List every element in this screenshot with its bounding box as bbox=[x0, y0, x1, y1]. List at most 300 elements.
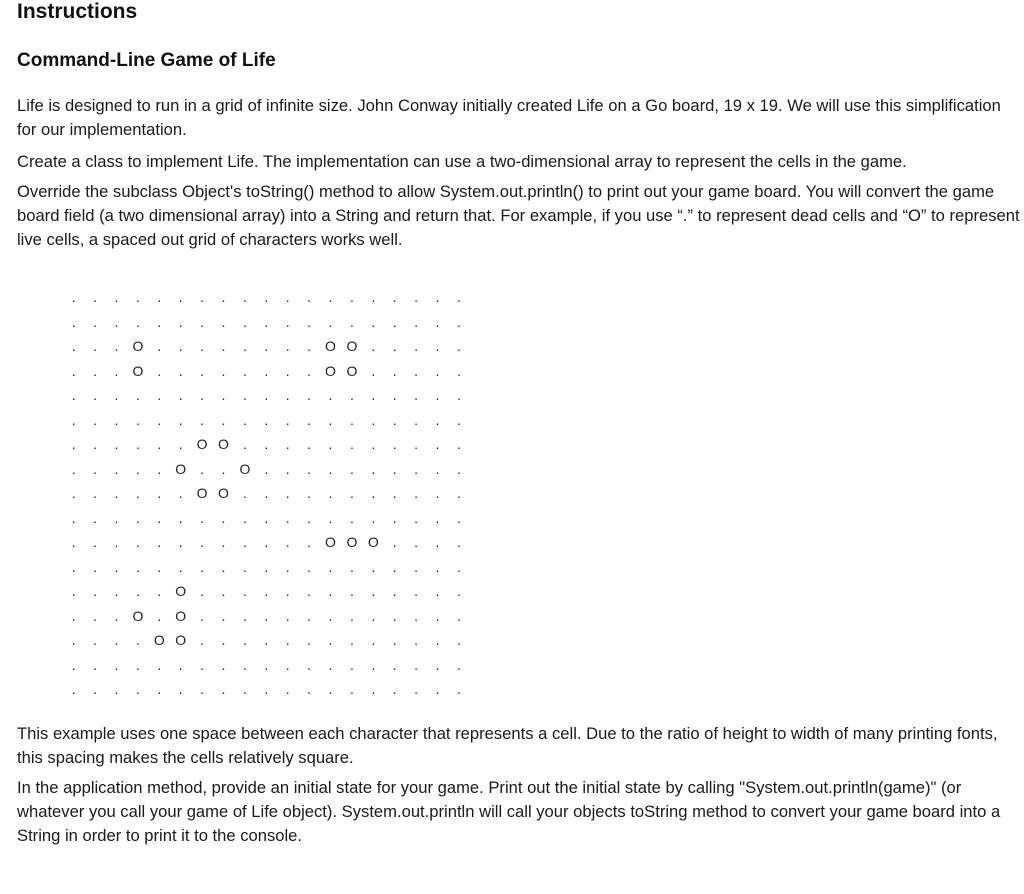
dead-cell: . bbox=[456, 362, 461, 379]
dead-cell: . bbox=[242, 387, 247, 403]
dead-cell: . bbox=[114, 509, 119, 526]
live-cell: O bbox=[196, 485, 208, 501]
dead-cell: . bbox=[371, 607, 376, 624]
dead-cell: . bbox=[71, 338, 76, 354]
dead-cell: . bbox=[307, 485, 312, 501]
dead-cell: . bbox=[178, 387, 183, 403]
dead-cell: . bbox=[392, 289, 397, 305]
dead-cell: . bbox=[392, 338, 397, 354]
dead-cell: . bbox=[307, 534, 312, 550]
dead-cell: . bbox=[349, 436, 354, 452]
dead-cell: . bbox=[200, 313, 205, 330]
game-board-example bbox=[17, 252, 1022, 722]
dead-cell: . bbox=[71, 607, 76, 624]
live-cell: O bbox=[196, 436, 208, 452]
dead-cell: . bbox=[264, 289, 269, 305]
dead-cell: . bbox=[371, 411, 376, 428]
create-class-paragraph: Create a class to implement Life. The implementation can use a two-dimensional array to represent the cells in the game. bbox=[17, 152, 907, 171]
section-title: Command-Line Game of Life bbox=[17, 50, 276, 71]
dead-cell: . bbox=[392, 534, 397, 550]
dead-cell: . bbox=[200, 338, 205, 354]
dead-cell: . bbox=[71, 313, 76, 330]
dead-cell: . bbox=[221, 607, 226, 624]
intro-paragraph: Life is designed to run in a grid of infinite size. John Conway initially created Life on a Go board, 19 x 19. We will use this simplification for our implementation. bbox=[17, 96, 1001, 139]
dead-cell: . bbox=[285, 313, 290, 330]
dead-cell: . bbox=[221, 534, 226, 550]
dead-cell: . bbox=[264, 387, 269, 403]
dead-cell: . bbox=[93, 509, 98, 526]
dead-cell: . bbox=[328, 289, 333, 305]
dead-cell: . bbox=[285, 534, 290, 550]
dead-cell: . bbox=[285, 632, 290, 648]
dead-cell: . bbox=[435, 460, 440, 477]
dead-cell: . bbox=[114, 289, 119, 305]
dead-cell: . bbox=[414, 436, 419, 452]
dead-cell: . bbox=[242, 656, 247, 673]
dead-cell: . bbox=[307, 632, 312, 648]
dead-cell: . bbox=[414, 338, 419, 354]
dead-cell: . bbox=[349, 411, 354, 428]
dead-cell: . bbox=[285, 509, 290, 526]
dead-cell: . bbox=[71, 534, 76, 550]
dead-cell: . bbox=[371, 436, 376, 452]
dead-cell: . bbox=[242, 509, 247, 526]
dead-cell: . bbox=[435, 289, 440, 305]
dead-cell: . bbox=[264, 558, 269, 575]
dead-cell: . bbox=[157, 681, 162, 697]
dead-cell: . bbox=[307, 387, 312, 403]
dead-cell: . bbox=[328, 607, 333, 624]
dead-cell: . bbox=[200, 289, 205, 305]
dead-cell: . bbox=[242, 607, 247, 624]
dead-cell: . bbox=[371, 583, 376, 599]
dead-cell: . bbox=[285, 387, 290, 403]
dead-cell: . bbox=[93, 436, 98, 452]
live-cell: O bbox=[175, 607, 187, 624]
dead-cell: . bbox=[178, 436, 183, 452]
dead-cell: . bbox=[307, 558, 312, 575]
dead-cell: . bbox=[178, 411, 183, 428]
dead-cell: . bbox=[178, 509, 183, 526]
dead-cell: . bbox=[371, 632, 376, 648]
dead-cell: . bbox=[221, 656, 226, 673]
dead-cell: . bbox=[414, 656, 419, 673]
dead-cell: . bbox=[93, 289, 98, 305]
dead-cell: . bbox=[200, 656, 205, 673]
dead-cell: . bbox=[135, 411, 140, 428]
dead-cell: . bbox=[157, 509, 162, 526]
dead-cell: . bbox=[242, 534, 247, 550]
dead-cell: . bbox=[392, 681, 397, 697]
dead-cell: . bbox=[392, 583, 397, 599]
dead-cell: . bbox=[200, 632, 205, 648]
dead-cell: . bbox=[435, 436, 440, 452]
dead-cell: . bbox=[435, 558, 440, 575]
instructions-page bbox=[17, 0, 1022, 848]
dead-cell: . bbox=[264, 509, 269, 526]
dead-cell: . bbox=[456, 534, 461, 550]
dead-cell: . bbox=[414, 534, 419, 550]
dead-cell: . bbox=[114, 460, 119, 477]
dead-cell: . bbox=[285, 607, 290, 624]
live-cell: O bbox=[175, 460, 187, 477]
dead-cell: . bbox=[392, 387, 397, 403]
dead-cell: . bbox=[157, 362, 162, 379]
dead-cell: . bbox=[221, 338, 226, 354]
dead-cell: . bbox=[414, 681, 419, 697]
dead-cell: . bbox=[93, 534, 98, 550]
dead-cell: . bbox=[456, 313, 461, 330]
dead-cell: . bbox=[435, 313, 440, 330]
dead-cell: . bbox=[392, 313, 397, 330]
dead-cell: . bbox=[285, 338, 290, 354]
dead-cell: . bbox=[178, 656, 183, 673]
live-cell: O bbox=[153, 632, 165, 648]
dead-cell: . bbox=[285, 656, 290, 673]
live-cell: O bbox=[346, 338, 358, 354]
dead-cell: . bbox=[114, 362, 119, 379]
dead-cell: . bbox=[328, 411, 333, 428]
dead-cell: . bbox=[71, 558, 76, 575]
dead-cell: . bbox=[221, 632, 226, 648]
dead-cell: . bbox=[307, 460, 312, 477]
dead-cell: . bbox=[93, 558, 98, 575]
dead-cell: . bbox=[135, 460, 140, 477]
dead-cell: . bbox=[307, 338, 312, 354]
dead-cell: . bbox=[414, 485, 419, 501]
dead-cell: . bbox=[200, 411, 205, 428]
dead-cell: . bbox=[285, 681, 290, 697]
live-cell: O bbox=[346, 362, 358, 379]
dead-cell: . bbox=[221, 558, 226, 575]
dead-cell: . bbox=[135, 313, 140, 330]
dead-cell: . bbox=[328, 485, 333, 501]
dead-cell: . bbox=[328, 387, 333, 403]
dead-cell: . bbox=[414, 509, 419, 526]
dead-cell: . bbox=[242, 338, 247, 354]
dead-cell: . bbox=[392, 460, 397, 477]
dead-cell: . bbox=[435, 534, 440, 550]
dead-cell: . bbox=[349, 681, 354, 697]
dead-cell: . bbox=[392, 485, 397, 501]
dead-cell: . bbox=[200, 607, 205, 624]
dead-cell: . bbox=[328, 558, 333, 575]
dead-cell: . bbox=[114, 313, 119, 330]
dead-cell: . bbox=[71, 656, 76, 673]
dead-cell: . bbox=[392, 607, 397, 624]
dead-cell: . bbox=[264, 485, 269, 501]
dead-cell: . bbox=[135, 387, 140, 403]
dead-cell: . bbox=[264, 313, 269, 330]
dead-cell: . bbox=[135, 632, 140, 648]
dead-cell: . bbox=[71, 509, 76, 526]
dead-cell: . bbox=[114, 656, 119, 673]
dead-cell: . bbox=[242, 436, 247, 452]
dead-cell: . bbox=[71, 583, 76, 599]
dead-cell: . bbox=[435, 583, 440, 599]
dead-cell: . bbox=[135, 656, 140, 673]
dead-cell: . bbox=[135, 583, 140, 599]
dead-cell: . bbox=[157, 534, 162, 550]
dead-cell: . bbox=[307, 411, 312, 428]
dead-cell: . bbox=[221, 289, 226, 305]
dead-cell: . bbox=[242, 289, 247, 305]
dead-cell: . bbox=[114, 411, 119, 428]
dead-cell: . bbox=[135, 485, 140, 501]
dead-cell: . bbox=[435, 387, 440, 403]
dead-cell: . bbox=[157, 558, 162, 575]
dead-cell: . bbox=[414, 289, 419, 305]
dead-cell: . bbox=[285, 362, 290, 379]
dead-cell: . bbox=[114, 632, 119, 648]
dead-cell: . bbox=[114, 436, 119, 452]
dead-cell: . bbox=[71, 436, 76, 452]
dead-cell: . bbox=[414, 411, 419, 428]
live-cell: O bbox=[132, 607, 144, 624]
dead-cell: . bbox=[200, 362, 205, 379]
dead-cell: . bbox=[93, 460, 98, 477]
dead-cell: . bbox=[392, 411, 397, 428]
dead-cell: . bbox=[135, 558, 140, 575]
dead-cell: . bbox=[264, 338, 269, 354]
dead-cell: . bbox=[93, 583, 98, 599]
dead-cell: . bbox=[71, 460, 76, 477]
dead-cell: . bbox=[456, 387, 461, 403]
dead-cell: . bbox=[114, 607, 119, 624]
dead-cell: . bbox=[93, 681, 98, 697]
dead-cell: . bbox=[114, 534, 119, 550]
override-paragraph: Override the subclass Object's toString() method to allow System.out.println() to print out your game board. You will convert the game board field (a two dimensional array) into a String and return that. For example, if you use “.” to represent dead cells and “O” to represent live cells, a spaced out grid of characters works well. bbox=[17, 182, 1020, 249]
dead-cell: . bbox=[435, 509, 440, 526]
live-cell: O bbox=[367, 534, 379, 550]
dead-cell: . bbox=[328, 436, 333, 452]
dead-cell: . bbox=[392, 509, 397, 526]
dead-cell: . bbox=[349, 632, 354, 648]
dead-cell: . bbox=[135, 534, 140, 550]
dead-cell: . bbox=[242, 411, 247, 428]
dead-cell: . bbox=[178, 558, 183, 575]
dead-cell: . bbox=[178, 313, 183, 330]
dead-cell: . bbox=[307, 289, 312, 305]
live-cell: O bbox=[218, 485, 229, 501]
dead-cell: . bbox=[221, 681, 226, 697]
dead-cell: . bbox=[371, 485, 376, 501]
dead-cell: . bbox=[200, 558, 205, 575]
dead-cell: . bbox=[157, 607, 162, 624]
dead-cell: . bbox=[456, 656, 461, 673]
dead-cell: . bbox=[307, 681, 312, 697]
dead-cell: . bbox=[285, 583, 290, 599]
dead-cell: . bbox=[456, 681, 461, 697]
dead-cell: . bbox=[371, 362, 376, 379]
dead-cell: . bbox=[349, 656, 354, 673]
dead-cell: . bbox=[456, 607, 461, 624]
dead-cell: . bbox=[264, 681, 269, 697]
dead-cell: . bbox=[157, 656, 162, 673]
live-cell: O bbox=[132, 338, 144, 354]
dead-cell: . bbox=[371, 460, 376, 477]
dead-cell: . bbox=[285, 558, 290, 575]
dead-cell: . bbox=[157, 387, 162, 403]
dead-cell: . bbox=[221, 411, 226, 428]
dead-cell: . bbox=[435, 362, 440, 379]
dead-cell: . bbox=[200, 387, 205, 403]
live-cell: O bbox=[175, 583, 187, 599]
dead-cell: . bbox=[285, 460, 290, 477]
dead-cell: . bbox=[328, 509, 333, 526]
dead-cell: . bbox=[435, 607, 440, 624]
dead-cell: . bbox=[328, 313, 333, 330]
dead-cell: . bbox=[242, 681, 247, 697]
dead-cell: . bbox=[307, 607, 312, 624]
dead-cell: . bbox=[371, 338, 376, 354]
dead-cell: . bbox=[456, 558, 461, 575]
dead-cell: . bbox=[157, 289, 162, 305]
dead-cell: . bbox=[157, 338, 162, 354]
dead-cell: . bbox=[242, 362, 247, 379]
dead-cell: . bbox=[392, 436, 397, 452]
dead-cell: . bbox=[435, 632, 440, 648]
dead-cell: . bbox=[435, 681, 440, 697]
dead-cell: . bbox=[71, 681, 76, 697]
dead-cell: . bbox=[392, 632, 397, 648]
dead-cell: . bbox=[221, 313, 226, 330]
dead-cell: . bbox=[178, 534, 183, 550]
dead-cell: . bbox=[349, 583, 354, 599]
dead-cell: . bbox=[349, 313, 354, 330]
dead-cell: . bbox=[307, 656, 312, 673]
dead-cell: . bbox=[221, 362, 226, 379]
dead-cell: . bbox=[328, 583, 333, 599]
dead-cell: . bbox=[435, 485, 440, 501]
dead-cell: . bbox=[93, 656, 98, 673]
dead-cell: . bbox=[456, 436, 461, 452]
dead-cell: . bbox=[456, 632, 461, 648]
dead-cell: . bbox=[264, 583, 269, 599]
dead-cell: . bbox=[392, 558, 397, 575]
spacing-paragraph: This example uses one space between each character that represents a cell. Due to the ratio of height to width of many printing fonts, this spacing makes the cells relatively square. bbox=[17, 724, 998, 767]
dead-cell: . bbox=[157, 411, 162, 428]
dead-cell: . bbox=[264, 534, 269, 550]
dead-cell: . bbox=[264, 607, 269, 624]
dead-cell: . bbox=[264, 362, 269, 379]
dead-cell: . bbox=[221, 387, 226, 403]
live-cell: O bbox=[175, 632, 187, 648]
dead-cell: . bbox=[414, 558, 419, 575]
dead-cell: . bbox=[285, 411, 290, 428]
dead-cell: . bbox=[157, 485, 162, 501]
live-cell: O bbox=[239, 460, 251, 477]
dead-cell: . bbox=[414, 583, 419, 599]
dead-cell: . bbox=[307, 583, 312, 599]
dead-cell: . bbox=[221, 509, 226, 526]
dead-cell: . bbox=[200, 681, 205, 697]
dead-cell: . bbox=[264, 436, 269, 452]
dead-cell: . bbox=[135, 289, 140, 305]
dead-cell: . bbox=[435, 656, 440, 673]
dead-cell: . bbox=[71, 289, 76, 305]
dead-cell: . bbox=[285, 436, 290, 452]
dead-cell: . bbox=[456, 485, 461, 501]
dead-cell: . bbox=[307, 509, 312, 526]
dead-cell: . bbox=[71, 485, 76, 501]
dead-cell: . bbox=[200, 509, 205, 526]
dead-cell: . bbox=[200, 583, 205, 599]
dead-cell: . bbox=[242, 485, 247, 501]
dead-cell: . bbox=[456, 338, 461, 354]
dead-cell: . bbox=[114, 387, 119, 403]
dead-cell: . bbox=[93, 411, 98, 428]
dead-cell: . bbox=[349, 387, 354, 403]
dead-cell: . bbox=[328, 632, 333, 648]
dead-cell: . bbox=[264, 632, 269, 648]
dead-cell: . bbox=[71, 362, 76, 379]
dead-cell: . bbox=[414, 607, 419, 624]
live-cell: O bbox=[325, 362, 336, 379]
dead-cell: . bbox=[349, 460, 354, 477]
dead-cell: . bbox=[371, 509, 376, 526]
dead-cell: . bbox=[349, 607, 354, 624]
dead-cell: . bbox=[242, 583, 247, 599]
dead-cell: . bbox=[392, 362, 397, 379]
live-cell: O bbox=[325, 338, 336, 354]
dead-cell: . bbox=[178, 485, 183, 501]
dead-cell: . bbox=[414, 387, 419, 403]
live-cell: O bbox=[218, 436, 229, 452]
dead-cell: . bbox=[178, 338, 183, 354]
dead-cell: . bbox=[349, 558, 354, 575]
dead-cell: . bbox=[135, 436, 140, 452]
dead-cell: . bbox=[264, 656, 269, 673]
dead-cell: . bbox=[200, 534, 205, 550]
dead-cell: . bbox=[371, 656, 376, 673]
dead-cell: . bbox=[328, 460, 333, 477]
dead-cell: . bbox=[285, 289, 290, 305]
dead-cell: . bbox=[114, 583, 119, 599]
dead-cell: . bbox=[414, 313, 419, 330]
dead-cell: . bbox=[371, 558, 376, 575]
dead-cell: . bbox=[242, 558, 247, 575]
dead-cell: . bbox=[414, 362, 419, 379]
dead-cell: . bbox=[414, 632, 419, 648]
dead-cell: . bbox=[157, 313, 162, 330]
dead-cell: . bbox=[157, 436, 162, 452]
dead-cell: . bbox=[371, 289, 376, 305]
dead-cell: . bbox=[178, 362, 183, 379]
dead-cell: . bbox=[221, 460, 226, 477]
page-title: Instructions bbox=[17, 0, 138, 23]
dead-cell: . bbox=[200, 460, 205, 477]
dead-cell: . bbox=[178, 681, 183, 697]
dead-cell: . bbox=[114, 485, 119, 501]
dead-cell: . bbox=[221, 583, 226, 599]
dead-cell: . bbox=[178, 289, 183, 305]
dead-cell: . bbox=[93, 485, 98, 501]
dead-cell: . bbox=[456, 460, 461, 477]
dead-cell: . bbox=[435, 411, 440, 428]
dead-cell: . bbox=[307, 362, 312, 379]
dead-cell: . bbox=[71, 411, 76, 428]
dead-cell: . bbox=[349, 509, 354, 526]
dead-cell: . bbox=[114, 338, 119, 354]
live-cell: O bbox=[346, 534, 358, 550]
dead-cell: . bbox=[307, 436, 312, 452]
dead-cell: . bbox=[328, 656, 333, 673]
dead-cell: . bbox=[456, 583, 461, 599]
dead-cell: . bbox=[242, 313, 247, 330]
dead-cell: . bbox=[93, 362, 98, 379]
dead-cell: . bbox=[157, 460, 162, 477]
